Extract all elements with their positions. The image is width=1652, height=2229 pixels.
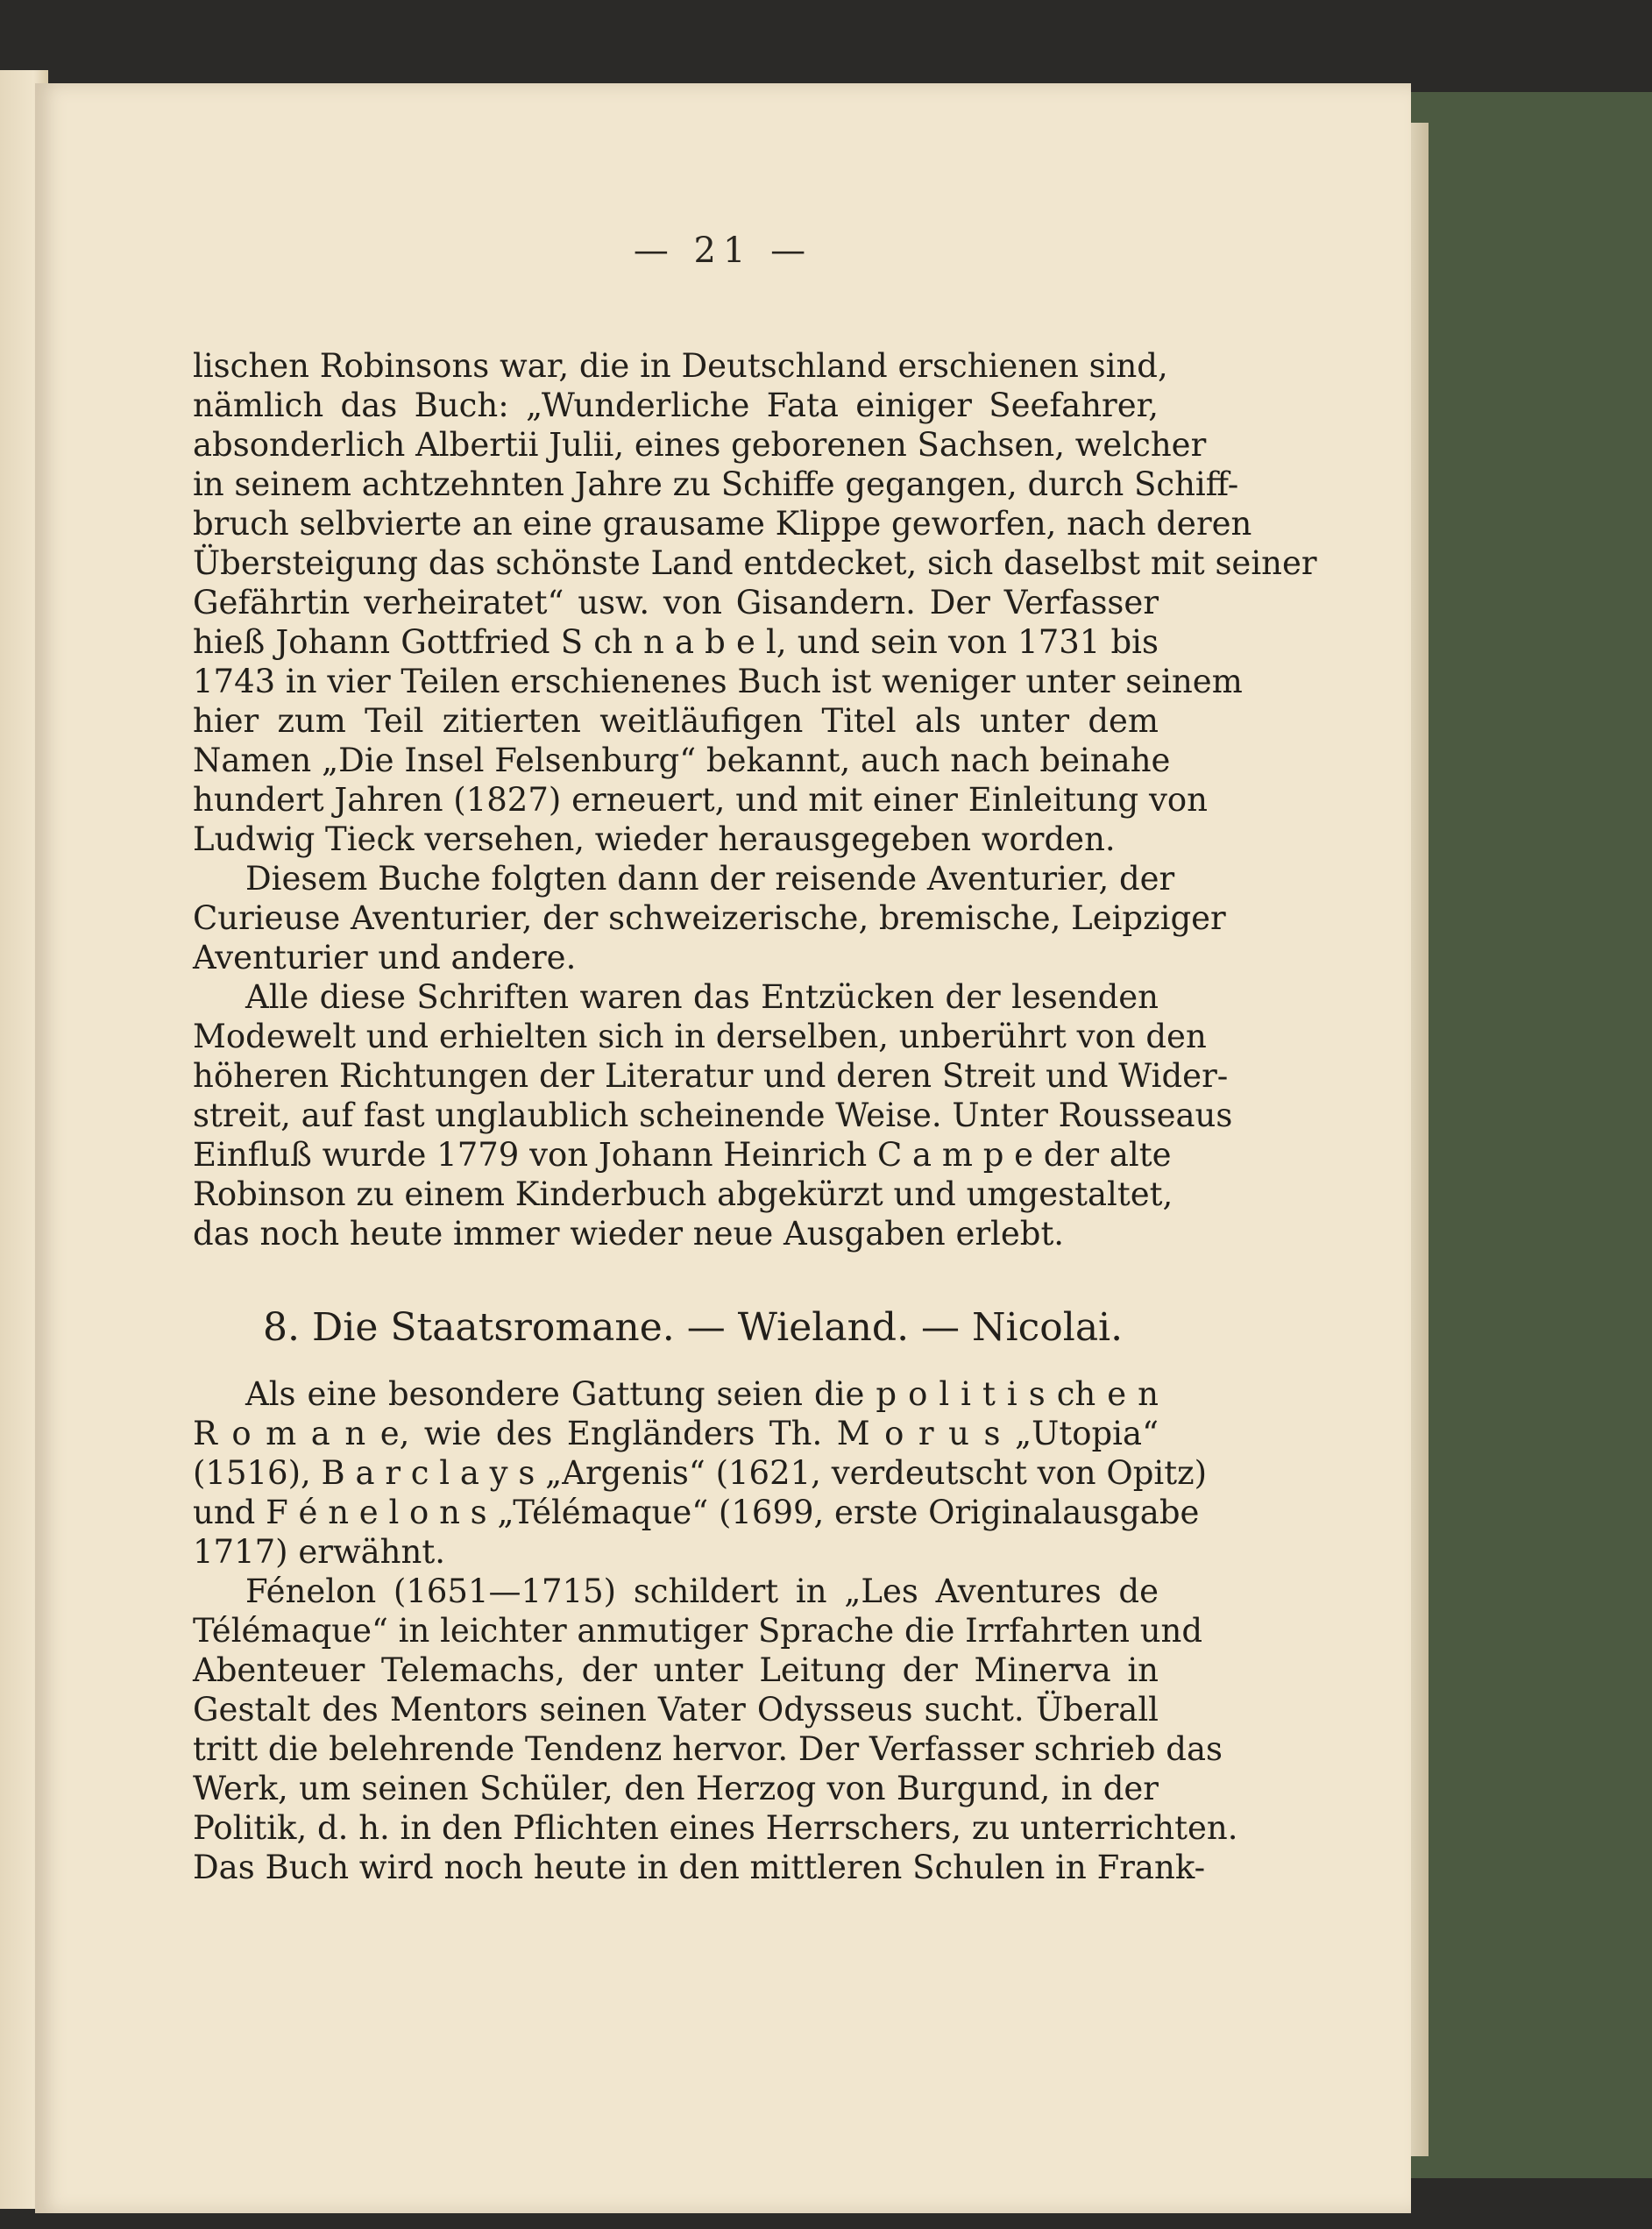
text-line: R o m a n e, wie des Engländers Th. M o r u s „Utopia“ — [193, 1415, 1159, 1452]
text-line: absonderlich Albertii Julii, eines geborenen Sachsen, welcher — [193, 426, 1207, 464]
section-heading: 8. Die Staatsromane. — Wieland. — Nicolai. — [263, 1305, 1124, 1350]
text-line: Aventurier und andere. — [193, 939, 577, 976]
text-line: Das Buch wird noch heute in den mittleren Schulen in Frank- — [193, 1849, 1206, 1886]
text-line: Politik, d. h. in den Pflichten eines Herrschers, zu unterrichten. — [193, 1809, 1238, 1847]
text-line: in seinem achtzehnten Jahre zu Schiffe gegangen, durch Schiff- — [193, 465, 1239, 503]
text-line: Als eine besondere Gattung seien die p o l i t i s ch e n — [245, 1375, 1159, 1413]
text-line: Diesem Buche folgten dann der reisende Aventurier, der — [245, 860, 1175, 898]
text-line: hundert Jahren (1827) erneuert, und mit einer Einleitung von — [193, 781, 1208, 819]
text-line: Ludwig Tieck versehen, wieder herausgegeben worden. — [193, 820, 1116, 858]
text-line: Robinson zu einem Kinderbuch abgekürzt und umgestaltet, — [193, 1175, 1173, 1213]
text-line: (1516), B a r c l a y s „Argenis“ (1621, verdeutscht von Opitz) — [193, 1454, 1208, 1492]
text-line: Einfluß wurde 1779 von Johann Heinrich C a m p e der alte — [193, 1136, 1172, 1174]
text-line: Alle diese Schriften waren das Entzücken der lesenden — [245, 978, 1159, 1016]
paragraph-2 — [193, 859, 1226, 977]
text-line: das noch heute immer wieder neue Ausgaben erlebt. — [193, 1215, 1065, 1253]
text-line: nämlich das Buch: „Wunderliche Fata einiger Seefahrer, — [193, 387, 1159, 424]
text-line: tritt die belehrende Tendenz hervor. Der Verfasser schrieb das — [193, 1730, 1223, 1768]
text-line: und F é n e l o n s „Télémaque“ (1699, erste Originalausgabe — [193, 1494, 1200, 1531]
text-line: hieß Johann Gottfried S ch n a b e l, und sein von 1731 bis — [193, 623, 1159, 661]
text-line: Gefährtin verheiratet“ usw. von Gisandern. Der Verfasser — [193, 584, 1159, 621]
text-line: Werk, um seinen Schüler, den Herzog von Burgund, in der — [193, 1770, 1159, 1807]
text-line: Curieuse Aventurier, der schweizerische, bremische, Leipziger — [193, 899, 1226, 937]
text-line: Abenteuer Telemachs, der unter Leitung der Minerva in — [193, 1651, 1159, 1689]
text-line: lischen Robinsons war, die in Deutschland erschienen sind, — [193, 347, 1168, 385]
text-line: hier zum Teil zitierten weitläufigen Titel als unter dem — [193, 702, 1159, 740]
text-line: Übersteigung das schönste Land entdecket, sich daselbst mit seiner — [193, 544, 1317, 582]
page-text — [193, 346, 1317, 1887]
text-line: Télémaque“ in leichter anmutiger Sprache die Irrfahrten und — [193, 1612, 1203, 1650]
paragraph-4 — [193, 1374, 1208, 1572]
text-line: Namen „Die Insel Felsenburg“ bekannt, auch nach beinahe — [193, 742, 1171, 779]
text-line: bruch selbvierte an eine grausame Klippe geworfen, nach deren — [193, 505, 1252, 543]
text-line: Gestalt des Mentors seinen Vater Odysseus sucht. Überall — [193, 1691, 1159, 1729]
text-line: 1717) erwähnt. — [193, 1533, 445, 1571]
page-number: — 21 — — [633, 231, 813, 271]
text-line: höheren Richtungen der Literatur und deren Streit und Wider- — [193, 1057, 1229, 1095]
text-line: 1743 in vier Teilen erschienenes Buch ist weniger unter seinem — [193, 663, 1243, 700]
book-page — [35, 83, 1411, 2213]
paragraph-1 — [193, 346, 1317, 859]
text-line: Fénelon (1651—1715) schildert in „Les Aventures de — [245, 1572, 1159, 1610]
paragraph-3 — [193, 977, 1233, 1253]
text-line: Modewelt und erhielten sich in derselben, unberührt von den — [193, 1018, 1207, 1055]
paragraph-5 — [193, 1572, 1238, 1887]
text-line: streit, auf fast unglaublich scheinende Weise. Unter Rousseaus — [193, 1097, 1233, 1134]
